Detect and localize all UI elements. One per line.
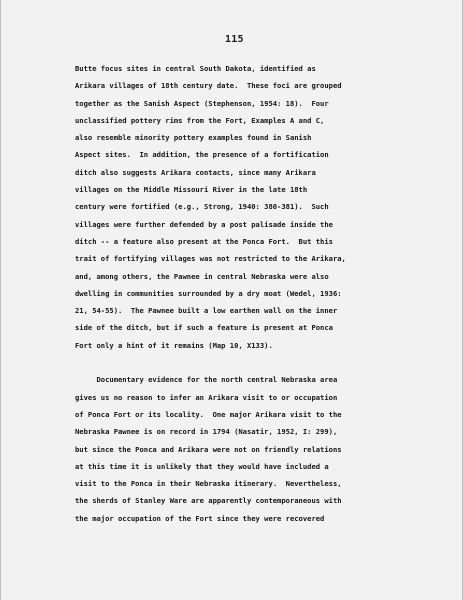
text-line: unclassified pottery rims from the Fort, Examples A and C, [75, 115, 325, 125]
text-line: the sherds of Stanley Ware are apparently contemporaneous with [75, 496, 342, 506]
text-line: Documentary evidence for the north central Nebraska area [75, 375, 338, 385]
text-line: together as the Sanish Aspect (Stephenson, 1954: 18). Four [75, 98, 329, 108]
text-line: Fort only a hint of it remains (Map 10, X133). [75, 340, 273, 350]
paragraph-1 [75, 60, 435, 354]
text-line: ditch -- a feature also present at the Ponca Fort. But this [75, 236, 333, 246]
text-line: dwelling in communities surrounded by a dry moat (Wedel, 1936: [75, 288, 342, 298]
text-line: gives us no reason to infer an Arikara visit to or occupation [75, 392, 338, 402]
text-line: century were fortified (e.g., Strong, 1940: 380-381). Such [75, 202, 329, 212]
text-line: side of the ditch, but if such a feature is present at Ponca [75, 323, 333, 333]
text-line: Nebraska Pawnee is on record in 1794 (Nasatir, 1952, I: 299), [75, 427, 338, 437]
text-line: Butte focus sites in central South Dakota, identified as [75, 64, 316, 73]
text-line: the major occupation of the Fort since they were recovered [75, 513, 325, 523]
body-text [75, 60, 435, 527]
page-number: 115 [225, 34, 244, 45]
text-line: Aspect sites. In addition, the presence of a fortification [75, 150, 329, 160]
paragraph-gap [75, 354, 435, 371]
text-line: at this time it is unlikely that they would have included a [75, 461, 329, 471]
text-line: villages were further defended by a post palisade inside the [75, 219, 333, 229]
paragraph-2 [75, 371, 435, 527]
text-line: visit to the Ponca in their Nebraska itinerary. Nevertheless, [75, 479, 342, 489]
text-line: also resemble minority pottery examples found in Sanish [75, 133, 312, 143]
text-line: of Ponca Fort or its locality. One major Arikara visit to the [75, 409, 342, 419]
text-line: but since the Ponca and Arikara were not on friendly relations [75, 444, 342, 454]
text-line: and, among others, the Pawnee in central Nebraska were also [75, 271, 329, 281]
text-line: trait of fortifying villages was not restricted to the Arikara, [75, 254, 346, 264]
text-line: villages on the Middle Missouri River in the late 18th [75, 185, 308, 195]
text-line: ditch also suggests Arikara contacts, since many Arikara [75, 167, 316, 177]
text-line: Arikara villages of 18th century date. These foci are grouped [75, 81, 342, 91]
text-line: 21, 54-55). The Pawnee built a low earthen wall on the inner [75, 306, 338, 316]
